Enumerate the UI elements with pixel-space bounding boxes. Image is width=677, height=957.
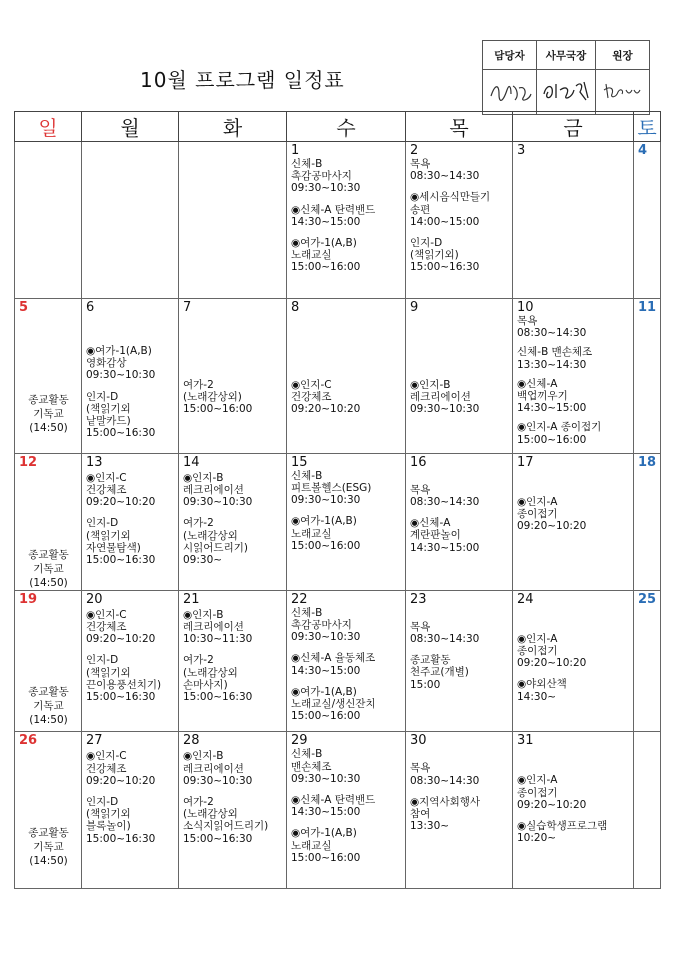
day-cell-saturday (634, 299, 661, 454)
day-cell-sunday (15, 453, 82, 590)
day-cell-thursday (406, 590, 513, 732)
day-number: 7 (183, 300, 192, 315)
day-cell-tuesday (179, 142, 287, 299)
day-number: 15 (291, 454, 308, 470)
weekday-saturday: 토 (634, 112, 661, 142)
day-number: 1 (291, 143, 300, 158)
day-cell-wednesday (287, 299, 406, 454)
program-event: 여가-2 (노래감상외 손마사지) 15:00~16:30 (183, 654, 253, 704)
program-event: ◉인지-A 종이접기 09:20~10:20 (517, 632, 587, 670)
day-cell-saturday (634, 590, 661, 732)
day-cell-wednesday (287, 453, 406, 590)
program-event: 목욕 08:30~14:30 (410, 483, 480, 509)
day-cell-sunday (15, 142, 82, 299)
day-cell-friday (513, 299, 634, 454)
program-event: ◉인지-C 건강체조 09:20~10:20 (86, 471, 156, 509)
day-cell-saturday (634, 453, 661, 590)
weekday-header-row (15, 112, 661, 142)
day-cell-sunday (15, 590, 82, 732)
day-number: 9 (410, 300, 419, 315)
day-number: 17 (517, 454, 534, 470)
program-event: 신체-B 촉감공마사지 09:30~10:30 (291, 158, 361, 195)
program-event: ◉신체-A 탄력밴드 14:30~15:00 (291, 794, 376, 819)
calendar-table (14, 111, 661, 889)
day-number: 24 (517, 591, 534, 607)
program-event: 인지-D (책읽기외 낱말카드) 15:00~16:30 (86, 390, 156, 440)
weekday-monday: 월 (82, 112, 179, 142)
religious-activity: 종교활동 기독교 (14:50) (28, 827, 69, 868)
program-event: ◉여가-1(A,B) 영화감상 09:30~10:30 (86, 345, 156, 382)
program-event: 인지-D (책읽기외 자연물탐색) 15:00~16:30 (86, 517, 156, 567)
day-number: 14 (183, 454, 200, 470)
signature-manager-mark (487, 76, 533, 106)
weekday-tuesday: 화 (179, 112, 287, 142)
day-cell-friday (513, 732, 634, 889)
program-event: 목욕 08:30~14:30 (410, 158, 480, 183)
program-event: 종교활동 천주교(개별) 15:00 (410, 654, 469, 691)
day-number: 12 (19, 454, 38, 470)
week-row (15, 732, 661, 889)
program-event: 여가-2 (노래감상외) 15:00~16:00 (183, 379, 253, 416)
week-row (15, 142, 661, 299)
day-number: 25 (638, 591, 657, 607)
program-event: ◉인지-B 레크리에이션 09:30~10:30 (183, 471, 253, 509)
program-event: 목욕 08:30~14:30 (410, 620, 480, 646)
program-event: ◉인지-A 종이접기 09:20~10:20 (517, 495, 587, 533)
day-cell-friday (513, 453, 634, 590)
program-event: 인지-D (책읽기외) 15:00~16:30 (410, 237, 480, 274)
day-number: 8 (291, 300, 300, 315)
day-number: 18 (638, 454, 657, 470)
day-cell-sunday (15, 732, 82, 889)
program-event: 신체-B 촉감공마사지 09:30~10:30 (291, 606, 361, 644)
approval-box (482, 40, 650, 115)
day-cell-wednesday (287, 590, 406, 732)
program-event: ◉여가-1(A,B) 노래교실 15:00~16:00 (291, 237, 361, 274)
weekday-friday: 금 (513, 112, 634, 142)
day-cell-wednesday (287, 732, 406, 889)
program-event: ◉세시음식만들기 송편 14:00~15:00 (410, 191, 491, 228)
weekday-wednesday: 수 (287, 112, 406, 142)
program-event: 인지-D (책읽기외 끈이용풍선치기) 15:00~16:30 (86, 654, 162, 704)
program-event: ◉여가-1(A,B) 노래교실/생신잔치 15:00~16:00 (291, 685, 376, 723)
program-event: 신체-B 피트볼헬스(ESG) 09:30~10:30 (291, 469, 372, 507)
day-cell-monday (82, 732, 179, 889)
religious-activity: 종교활동 기독교 (14:50) (28, 394, 69, 434)
day-cell-thursday (406, 453, 513, 590)
day-number: 10 (517, 300, 534, 315)
day-cell-monday (82, 590, 179, 732)
day-cell-monday (82, 142, 179, 299)
day-number: 26 (19, 733, 38, 749)
day-number: 20 (86, 591, 103, 607)
day-number: 4 (638, 143, 648, 158)
day-cell-thursday (406, 142, 513, 299)
day-number: 27 (86, 733, 103, 749)
day-number: 5 (19, 300, 29, 315)
day-cell-friday (513, 142, 634, 299)
program-event: ◉인지-C 건강체조 09:20~10:20 (86, 750, 156, 787)
program-event: ◉여가-1(A,B) 노래교실 15:00~16:00 (291, 515, 361, 552)
page-title: 10월 프로그램 일정표 (140, 68, 345, 92)
day-number: 21 (183, 591, 200, 607)
program-event: ◉신체-A 율동체조 14:30~15:00 (291, 652, 376, 677)
program-event: ◉지역사회행사 참여 13:30~ (410, 795, 481, 833)
day-cell-monday (82, 453, 179, 590)
signature-secretary (537, 70, 596, 115)
program-event: ◉인지-C 건강체조 09:20~10:20 (291, 379, 361, 416)
signature-director (596, 70, 650, 115)
program-event: ◉신체-A 계란판놀이 14:30~15:00 (410, 517, 480, 554)
religious-activity: 종교활동 기독교 (14:50) (28, 685, 69, 726)
program-event: 여가-2 (노래감상외 시읽어드리기) 09:30~ (183, 517, 248, 567)
day-cell-tuesday (179, 299, 287, 454)
day-cell-tuesday (179, 453, 287, 590)
day-number: 13 (86, 454, 103, 470)
weekday-thursday: 목 (406, 112, 513, 142)
approval-header-secretary: 사무국장 (537, 41, 596, 70)
day-cell-tuesday (179, 732, 287, 889)
program-event: ◉인지-A 종이접기 09:20~10:20 (517, 774, 587, 811)
day-number: 2 (410, 143, 419, 158)
day-cell-tuesday (179, 590, 287, 732)
day-cell-wednesday (287, 142, 406, 299)
day-number: 31 (517, 733, 534, 749)
signature-secretary-mark (540, 76, 592, 106)
day-number: 22 (291, 591, 308, 607)
approval-header-director: 원장 (596, 41, 650, 70)
program-event: ◉인지-B 레크리에이션 10:30~11:30 (183, 608, 253, 646)
program-event: ◉신체-A 탄력밴드 14:30~15:00 (291, 203, 376, 228)
day-number: 28 (183, 733, 200, 749)
program-event: 목욕 08:30~14:30 (517, 315, 587, 340)
weekday-sunday: 일 (15, 112, 82, 142)
day-number: 16 (410, 454, 427, 470)
week-row (15, 453, 661, 590)
day-cell-thursday (406, 732, 513, 889)
program-event: ◉인지-A 종이접기 15:00~16:00 (517, 421, 602, 446)
program-event: ◉실습학생프로그램 10:20~ (517, 820, 608, 845)
week-row (15, 590, 661, 732)
day-cell-saturday (634, 142, 661, 299)
program-event: ◉여가-1(A,B) 노래교실 15:00~16:00 (291, 827, 361, 864)
day-cell-friday (513, 590, 634, 732)
day-cell-saturday (634, 732, 661, 889)
day-number: 29 (291, 733, 308, 749)
signature-director-mark (600, 76, 646, 106)
day-number: 3 (517, 143, 526, 158)
program-event: ◉인지-C 건강체조 09:20~10:20 (86, 608, 156, 646)
program-event: ◉인지-B 레크리에이션 09:30~10:30 (410, 379, 480, 416)
religious-activity: 종교활동 기독교 (14:50) (28, 548, 69, 589)
program-event: ◉신체-A 백업끼우기 14:30~15:00 (517, 377, 587, 415)
day-number: 23 (410, 591, 427, 607)
day-cell-thursday (406, 299, 513, 454)
signature-manager (483, 70, 537, 115)
week-row (15, 299, 661, 454)
day-number: 19 (19, 591, 38, 607)
day-number: 6 (86, 300, 95, 315)
program-event: 신체-B 맨손체조 09:30~10:30 (291, 748, 361, 785)
program-event: 여가-2 (노래감상외 소식지읽어드리기) 15:00~16:30 (183, 796, 269, 845)
program-event: 신체-B 맨손체조 13:30~14:30 (517, 346, 593, 371)
program-event: 인지-D (책읽기외 블록놀이) 15:00~16:30 (86, 796, 156, 845)
day-cell-monday (82, 299, 179, 454)
program-event: ◉야외산책 14:30~ (517, 678, 567, 703)
day-cell-sunday (15, 299, 82, 454)
day-number: 11 (638, 300, 657, 315)
day-number: 30 (410, 733, 427, 749)
program-event: ◉인지-B 레크리에이션 09:30~10:30 (183, 750, 253, 787)
program-event: 목욕 08:30~14:30 (410, 762, 480, 787)
approval-header-manager: 담당자 (483, 41, 537, 70)
